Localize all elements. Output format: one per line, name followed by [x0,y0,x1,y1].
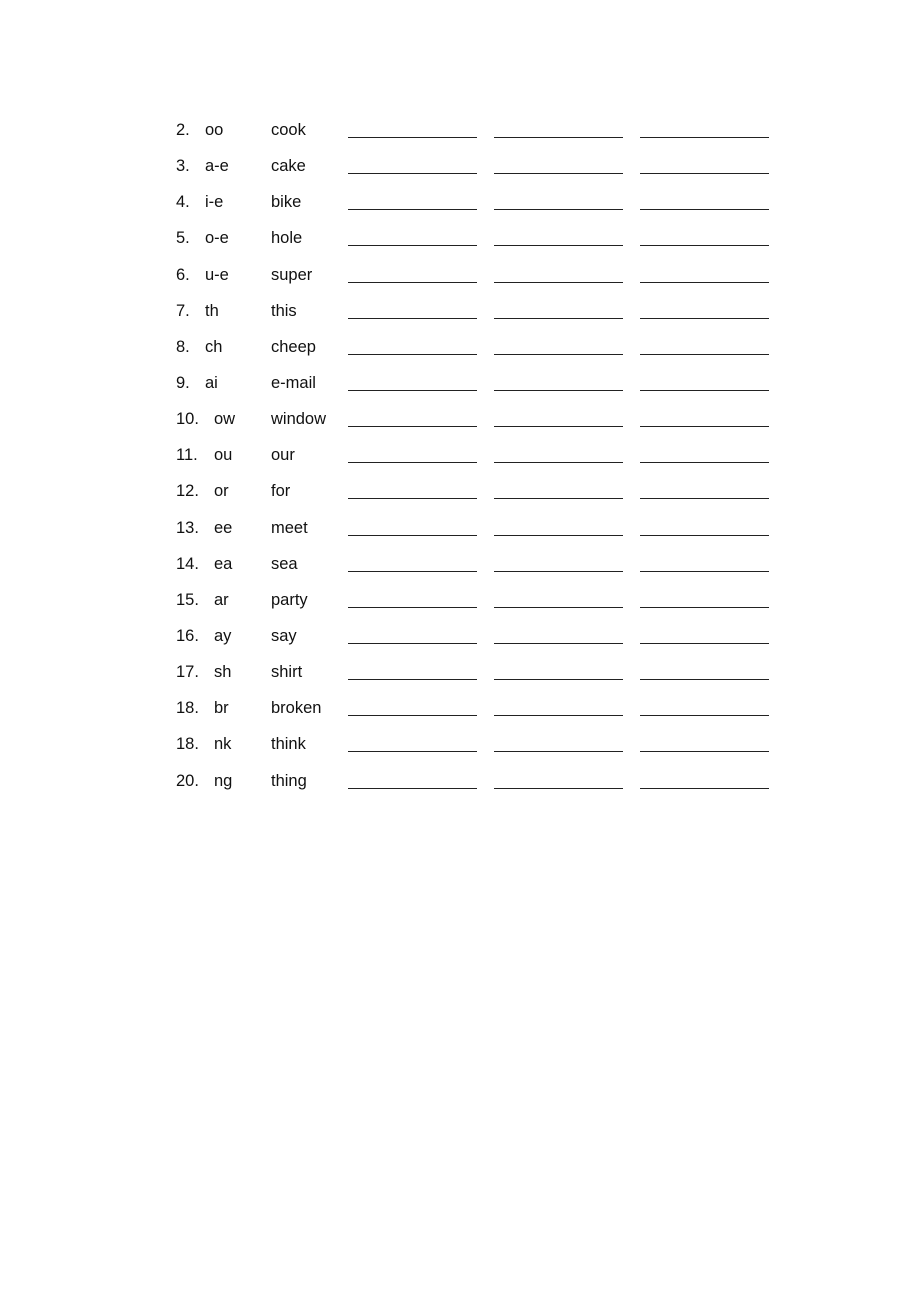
item-number: 4. [176,193,190,212]
answer-blank-2[interactable] [494,282,623,283]
answer-blank-3[interactable] [640,209,769,210]
example-word: our [271,446,295,465]
item-number: 14. [176,554,199,573]
example-word: think [271,735,306,754]
answer-blank-1[interactable] [348,462,477,463]
example-word: bike [271,193,302,212]
answer-blank-2[interactable] [494,607,623,608]
answer-blank-1[interactable] [348,354,477,355]
item-number: 8. [176,337,190,356]
example-word: say [271,626,297,645]
phonics-pattern: ay [214,626,232,645]
answer-blank-1[interactable] [348,498,477,499]
answer-blank-2[interactable] [494,137,623,138]
answer-blank-3[interactable] [640,715,769,716]
answer-blank-1[interactable] [348,245,477,246]
example-word: sea [271,554,298,573]
phonics-pattern: or [214,482,229,501]
answer-blank-3[interactable] [640,390,769,391]
answer-blank-3[interactable] [640,137,769,138]
answer-blank-2[interactable] [494,426,623,427]
worksheet-row [0,624,920,660]
answer-blank-2[interactable] [494,751,623,752]
phonics-pattern: ai [205,373,218,392]
answer-blank-2[interactable] [494,462,623,463]
answer-blank-3[interactable] [640,245,769,246]
phonics-pattern: ee [214,518,233,537]
worksheet-row [0,588,920,624]
worksheet-row [0,335,920,371]
answer-blank-1[interactable] [348,318,477,319]
worksheet-row [0,371,920,407]
phonics-worksheet [0,118,920,805]
answer-blank-2[interactable] [494,788,623,789]
answer-blank-2[interactable] [494,209,623,210]
worksheet-row [0,443,920,479]
phonics-pattern: ea [214,554,233,573]
phonics-pattern: ch [205,337,223,356]
example-word: broken [271,699,322,718]
phonics-pattern: o-e [205,229,229,248]
phonics-pattern: th [205,301,219,320]
item-number: 11. [176,446,198,465]
answer-blank-3[interactable] [640,282,769,283]
example-word: hole [271,229,303,248]
example-word: e-mail [271,373,316,392]
answer-blank-2[interactable] [494,245,623,246]
answer-blank-1[interactable] [348,751,477,752]
phonics-pattern: br [214,699,229,718]
answer-blank-2[interactable] [494,571,623,572]
answer-blank-3[interactable] [640,462,769,463]
answer-blank-1[interactable] [348,282,477,283]
item-number: 15. [176,590,199,609]
item-number: 9. [176,373,190,392]
worksheet-row [0,769,920,805]
answer-blank-2[interactable] [494,390,623,391]
answer-blank-3[interactable] [640,751,769,752]
phonics-pattern: sh [214,663,232,682]
answer-blank-3[interactable] [640,318,769,319]
item-number: 10. [176,410,199,429]
example-word: cheep [271,337,316,356]
phonics-pattern: ng [214,771,233,790]
item-number: 17. [176,663,199,682]
phonics-pattern: u-e [205,265,229,284]
worksheet-row [0,479,920,515]
phonics-pattern: nk [214,735,232,754]
item-number: 18. [176,735,199,754]
example-word: this [271,301,297,320]
answer-blank-2[interactable] [494,679,623,680]
answer-blank-1[interactable] [348,209,477,210]
answer-blank-2[interactable] [494,498,623,499]
answer-blank-3[interactable] [640,788,769,789]
item-number: 5. [176,229,190,248]
answer-blank-3[interactable] [640,679,769,680]
answer-blank-1[interactable] [348,571,477,572]
worksheet-row [0,552,920,588]
phonics-pattern: oo [205,121,224,139]
example-word: cake [271,157,306,176]
answer-blank-1[interactable] [348,679,477,680]
phonics-pattern: a-e [205,157,229,176]
worksheet-row [0,190,920,226]
answer-blank-3[interactable] [640,498,769,499]
worksheet-row [0,154,920,190]
worksheet-row [0,696,920,732]
item-number: 6. [176,265,190,284]
example-word: super [271,265,313,284]
answer-blank-2[interactable] [494,173,623,174]
example-word: party [271,590,308,609]
example-word: cook [271,121,306,139]
phonics-pattern: ow [214,410,236,429]
answer-blank-1[interactable] [348,607,477,608]
example-word: shirt [271,663,303,682]
answer-blank-2[interactable] [494,715,623,716]
worksheet-row [0,732,920,768]
answer-blank-3[interactable] [640,571,769,572]
phonics-pattern: ou [214,446,233,465]
worksheet-row [0,118,920,154]
item-number: 12. [176,482,199,501]
answer-blank-3[interactable] [640,426,769,427]
answer-blank-3[interactable] [640,173,769,174]
answer-blank-1[interactable] [348,643,477,644]
answer-blank-2[interactable] [494,643,623,644]
answer-blank-1[interactable] [348,137,477,138]
item-number: 7. [176,301,190,320]
item-number: 3. [176,157,190,176]
example-word: for [271,482,291,501]
worksheet-row [0,226,920,262]
item-number: 2. [176,121,190,139]
answer-blank-3[interactable] [640,643,769,644]
worksheet-row [0,299,920,335]
answer-blank-3[interactable] [640,535,769,536]
answer-blank-1[interactable] [348,715,477,716]
phonics-pattern: ar [214,590,229,609]
answer-blank-1[interactable] [348,535,477,536]
item-number: 13. [176,518,199,537]
item-number: 16. [176,626,199,645]
worksheet-row [0,263,920,299]
item-number: 18. [176,699,199,718]
item-number: 20. [176,771,199,790]
worksheet-row [0,516,920,552]
answer-blank-2[interactable] [494,535,623,536]
answer-blank-1[interactable] [348,390,477,391]
example-word: window [271,410,327,429]
worksheet-row [0,660,920,696]
answer-blank-1[interactable] [348,173,477,174]
example-word: thing [271,771,307,790]
answer-blank-3[interactable] [640,607,769,608]
answer-blank-2[interactable] [494,318,623,319]
worksheet-row [0,407,920,443]
answer-blank-2[interactable] [494,354,623,355]
phonics-pattern: i-e [205,193,224,212]
answer-blank-3[interactable] [640,354,769,355]
example-word: meet [271,518,308,537]
answer-blank-1[interactable] [348,788,477,789]
answer-blank-1[interactable] [348,426,477,427]
